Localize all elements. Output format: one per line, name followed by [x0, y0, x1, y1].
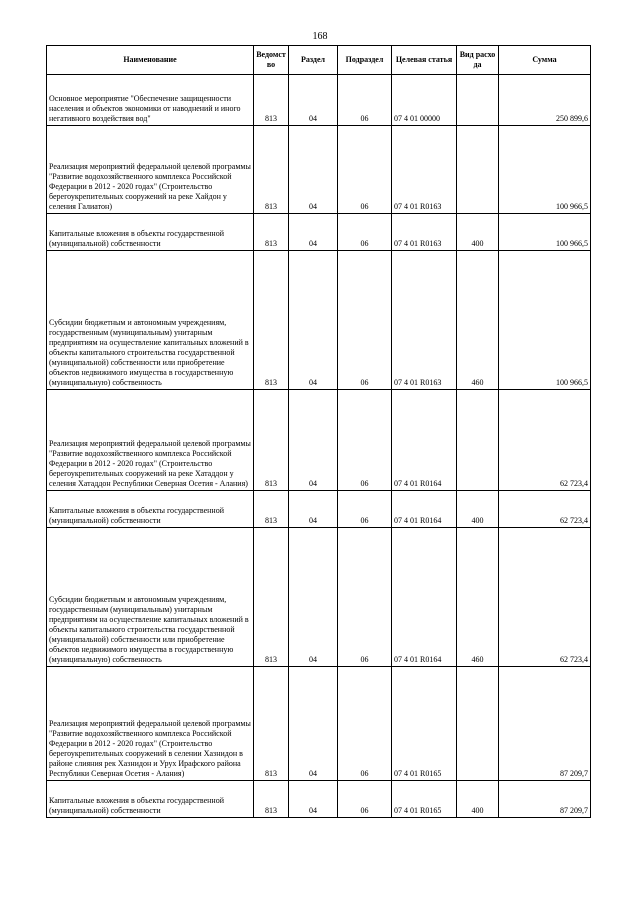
row-expense	[457, 667, 499, 781]
row-name: Основное мероприятие "Обеспечение защищенности населения и объектов экономики от наводнений и иного негативного воздействия вод"	[47, 75, 254, 126]
header-dept: Ведомство	[254, 46, 289, 75]
row-sum: 100 966,5	[499, 251, 591, 390]
row-dept: 813	[254, 75, 289, 126]
row-sum: 250 899,6	[499, 75, 591, 126]
row-target: 07 4 01 R0165	[392, 667, 457, 781]
table-row	[47, 251, 591, 390]
row-sum: 62 723,4	[499, 390, 591, 491]
row-target: 07 4 01 R0164	[392, 528, 457, 667]
row-name: Субсидии бюджетным и автономным учреждениям, государственным (муниципальным) унитарным предприятиям на осуществление капитальных вложений в объекты капитального строительства государственной (муниципальной) собственности или приобретение объектов недвижимого имущества в государственную (муниципальную) собственность	[47, 251, 254, 390]
table-row	[47, 75, 591, 126]
header-target: Целевая статья	[392, 46, 457, 75]
row-name: Реализация мероприятий федеральной целевой программы "Развитие водохозяйственного комплекса Российской Федерации в 2012 - 2020 годах" (Строительство берегоукрепительных сооружений на реке Хатаддон у селения Хатаддон Республики Северная Осетия - Алания)	[47, 390, 254, 491]
row-expense	[457, 75, 499, 126]
row-target: 07 4 01 00000	[392, 75, 457, 126]
row-expense: 400	[457, 781, 499, 818]
row-section: 04	[289, 781, 338, 818]
row-target: 07 4 01 R0163	[392, 214, 457, 251]
row-section: 04	[289, 214, 338, 251]
row-target: 07 4 01 R0164	[392, 390, 457, 491]
row-dept: 813	[254, 667, 289, 781]
row-section: 04	[289, 390, 338, 491]
row-section: 04	[289, 126, 338, 214]
row-sum: 100 966,5	[499, 126, 591, 214]
row-section: 04	[289, 528, 338, 667]
table-row	[47, 528, 591, 667]
table-row	[47, 126, 591, 214]
page-number: 168	[312, 31, 328, 42]
table-row	[47, 781, 591, 818]
row-section: 04	[289, 251, 338, 390]
row-subsection: 06	[338, 126, 392, 214]
row-target: 07 4 01 R0163	[392, 251, 457, 390]
header-subsection: Подраздел	[338, 46, 392, 75]
row-dept: 813	[254, 126, 289, 214]
row-name: Капитальные вложения в объекты государственной (муниципальной) собственности	[47, 491, 254, 528]
row-name: Субсидии бюджетным и автономным учреждениям, государственным (муниципальным) унитарным предприятиям на осуществление капитальных вложений в объекты капитального строительства государственной (муниципальной) собственности или приобретение объектов недвижимого имущества в государственную (муниципальную) собственность	[47, 528, 254, 667]
row-subsection: 06	[338, 251, 392, 390]
row-subsection: 06	[338, 214, 392, 251]
header-section: Раздел	[289, 46, 338, 75]
row-expense: 460	[457, 528, 499, 667]
row-section: 04	[289, 75, 338, 126]
row-subsection: 06	[338, 75, 392, 126]
row-sum: 62 723,4	[499, 491, 591, 528]
row-subsection: 06	[338, 528, 392, 667]
row-name: Капитальные вложения в объекты государственной (муниципальной) собственности	[47, 781, 254, 818]
row-dept: 813	[254, 491, 289, 528]
row-target: 07 4 01 R0164	[392, 491, 457, 528]
row-sum: 87 209,7	[499, 781, 591, 818]
row-expense	[457, 126, 499, 214]
row-subsection: 06	[338, 491, 392, 528]
header-name: Наименование	[47, 46, 254, 75]
budget-table	[46, 45, 591, 818]
header-row	[47, 46, 591, 75]
table-row	[47, 491, 591, 528]
row-target: 07 4 01 R0163	[392, 126, 457, 214]
header-expense: Вид расхода	[457, 46, 499, 75]
header-sum: Сумма	[499, 46, 591, 75]
row-dept: 813	[254, 781, 289, 818]
row-expense: 400	[457, 214, 499, 251]
row-subsection: 06	[338, 781, 392, 818]
row-section: 04	[289, 667, 338, 781]
row-expense: 460	[457, 251, 499, 390]
table-row	[47, 214, 591, 251]
table-row	[47, 667, 591, 781]
row-expense: 400	[457, 491, 499, 528]
row-sum: 62 723,4	[499, 528, 591, 667]
row-dept: 813	[254, 390, 289, 491]
row-subsection: 06	[338, 390, 392, 491]
row-name: Капитальные вложения в объекты государственной (муниципальной) собственности	[47, 214, 254, 251]
row-name: Реализация мероприятий федеральной целевой программы "Развитие водохозяйственного комплекса Российской Федерации в 2012 - 2020 годах" (Строительство берегоукрепительных сооружений в селении Хазнидон в районе слияния рек Хазнидон и Урух Ирафского района Республики Северная Осетия - Алания)	[47, 667, 254, 781]
row-sum: 87 209,7	[499, 667, 591, 781]
row-sum: 100 966,5	[499, 214, 591, 251]
row-subsection: 06	[338, 667, 392, 781]
table-row	[47, 390, 591, 491]
row-name: Реализация мероприятий федеральной целевой программы "Развитие водохозяйственного комплекса Российской Федерации в 2012 - 2020 годах" (Строительство берегоукрепительных сооружений на реке Хайдон у селения Галиатон)	[47, 126, 254, 214]
row-dept: 813	[254, 214, 289, 251]
row-dept: 813	[254, 251, 289, 390]
row-expense	[457, 390, 499, 491]
row-target: 07 4 01 R0165	[392, 781, 457, 818]
row-section: 04	[289, 491, 338, 528]
row-dept: 813	[254, 528, 289, 667]
